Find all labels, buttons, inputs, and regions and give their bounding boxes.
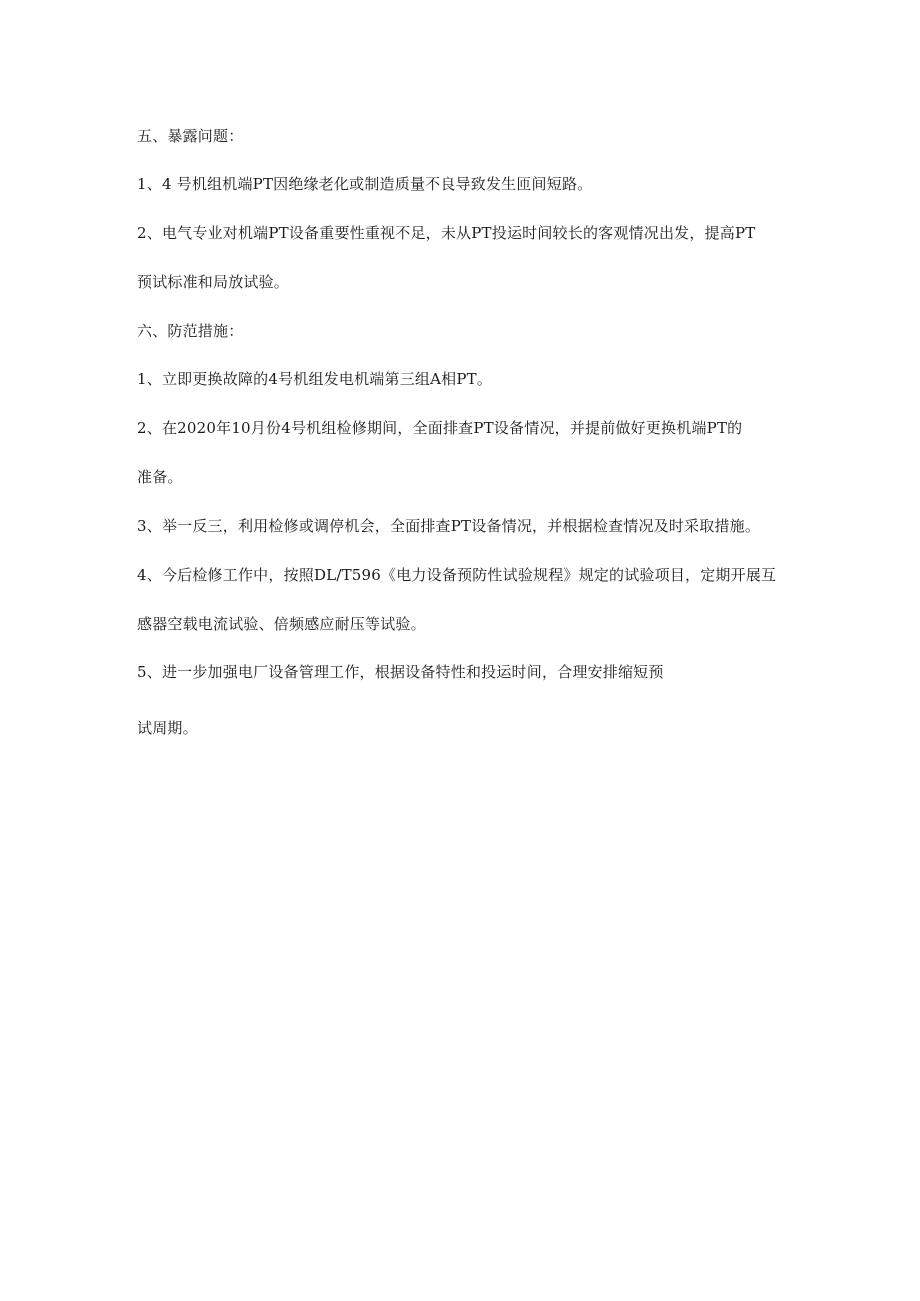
measure-item-2-continued: 准备。 bbox=[137, 468, 183, 486]
measure-item-1: 1、立即更换故障的4号机组发电机端第三组A相PT。 bbox=[137, 370, 493, 388]
measure-item-5: 5、进一步加强电厂设备管理工作，根据设备特性和投运时间，合理安排缩短预 bbox=[137, 663, 664, 681]
section-heading-exposed-problems: 五、暴露问题： bbox=[137, 127, 244, 145]
measure-item-4: 4、今后检修工作中，按照DL/T596《电力设备预防性试验规程》规定的试验项目，定期开展互 bbox=[137, 566, 777, 584]
problem-item-1: 1、4 号机组机端PT因绝缘老化或制造质量不良导致发生匝间短路。 bbox=[137, 175, 593, 193]
problem-item-2-continued: 预试标准和局放试验。 bbox=[137, 273, 290, 291]
measure-item-5-continued: 试周期。 bbox=[137, 719, 198, 737]
measure-item-4-continued: 感器空载电流试验、倍频感应耐压等试验。 bbox=[137, 615, 426, 633]
measure-item-2: 2、在2020年10月份4号机组检修期间，全面排查PT设备情况，并提前做好更换机端PT的 bbox=[137, 419, 743, 437]
measure-item-3: 3、举一反三，利用检修或调停机会，全面排查PT设备情况，并根据检查情况及时采取措施。 bbox=[137, 517, 761, 535]
problem-item-2: 2、电气专业对机端PT设备重要性重视不足，未从PT投运时间较长的客观情况出发，提高PT bbox=[137, 224, 756, 242]
section-heading-preventive-measures: 六、防范措施： bbox=[137, 322, 244, 340]
